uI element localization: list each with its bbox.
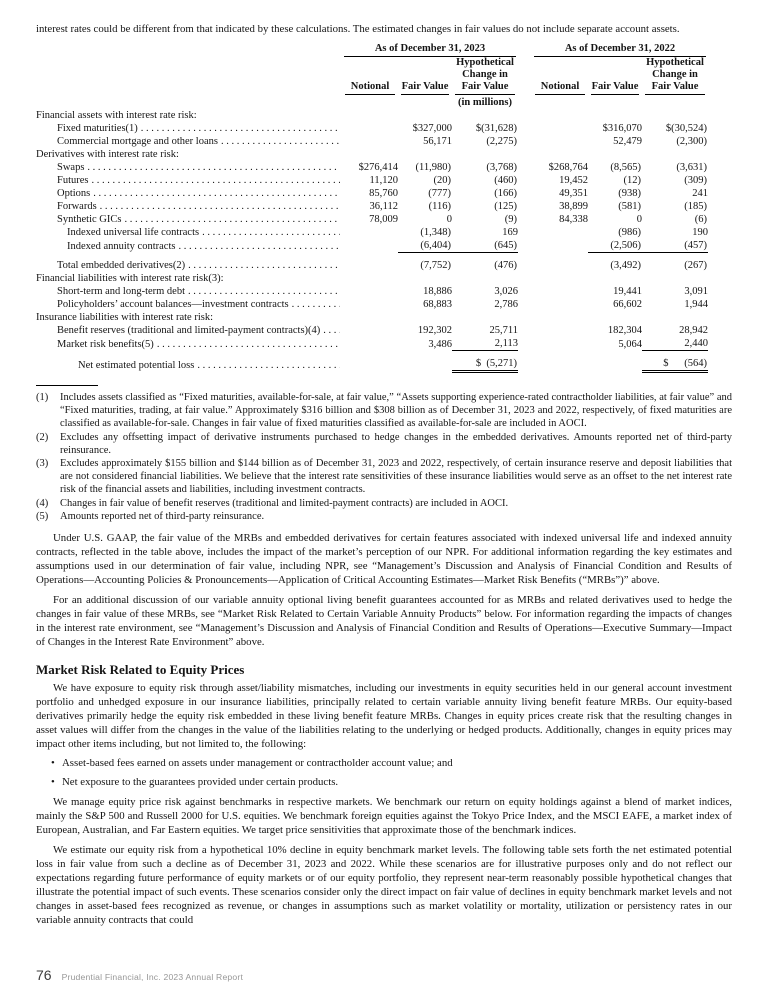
cell: (116) <box>428 201 451 212</box>
footnote-number: (2) <box>36 431 49 443</box>
row-label: Financial assets with interest rate risk: <box>36 110 197 121</box>
cell: 18,886 <box>423 286 452 297</box>
footnote-text: Includes assets classified as “Fixed maturities, available-for-sale, at fair value,” “Assets supporting experience-rated contractholder liabilities, at fair value” and “Fixed maturities, trading, at fair value.” Approximately $316 billion and $308 billion as of December 31, 2023 and 2022, respectively, of fixed maturities are classified as available-for-sale. Changes in fair value of fixed maturities classified as available-for-sale are included in AOCI. <box>60 392 732 430</box>
cell: 2,113 <box>452 337 518 351</box>
footnote-text: Excludes approximately $155 billion and $144 billion as of December 31, 2023 and 2022, respectively, of certain insurance reserve and deposit liabilities that are not considered financial liabilities. We believe that the interest rate sensitivities of these insurance liabilities would serve as an offset to the net interest rate risk of the financial assets and liabilities, including investment contracts. <box>60 458 732 496</box>
cell: (6) <box>694 214 707 225</box>
cell: 192,302 <box>417 325 452 336</box>
bullet-item: • Asset-based fees earned on assets under management or contractholder account value; and <box>62 756 732 770</box>
cell: 19,441 <box>613 286 642 297</box>
cell: 169 <box>502 227 518 238</box>
table-row <box>36 135 708 148</box>
body-paragraph: For an additional discussion of our variable annuity optional living benefit guarantees accounted for as MRBs and related derivatives used to hedge the changes in fair value of these MRBs, see “Market Risk Related to Certain Variable Annuity Products” below. For information regarding the impacts of changes in the interest rate environment, see “Management’s Discussion and Analysis of Financial Condition and Results of Operations—Executive Summary—Impact of Changes in the Interest Rate Environment” above. <box>36 594 732 649</box>
col-header-fair-value: Fair Value <box>588 57 642 95</box>
footnote-number: (4) <box>36 497 49 509</box>
page-footer <box>36 967 243 983</box>
body-paragraph: We estimate our equity risk from a hypothetical 10% decline in equity benchmark market levels. The following table sets forth the net estimated potential loss in fair value from such a decline as of December 31, 2023 and 2022. While these scenarios are for illustrative purposes only and do not reflect our expectations regarding future performance of equity markets or of our equity portfolio, they represent near-term reasonably possible hypothetical changes that illustrate the potential impact of such events. These scenarios consider only the direct impact on fair value of declines in equity benchmark market levels and not changes in asset-based fees recognized as revenue, or changes in assumptions such as market volatility or mortality, utilization or persistency rates in our variable annuity contracts that could <box>36 844 732 927</box>
footnote-text: Amounts reported net of third-party reinsurance. <box>60 510 265 522</box>
row-label: Benefit reserves (traditional and limited-payment contracts)(4) . . <box>36 324 342 337</box>
interest-rate-sensitivity-table <box>36 43 708 373</box>
cell: $276,414 <box>358 162 398 173</box>
cell: 0 <box>446 214 452 225</box>
cell <box>532 253 588 273</box>
spacer <box>518 226 532 239</box>
group-header-2022: As of December 31, 2022 <box>532 43 708 57</box>
dot-leader <box>92 174 341 187</box>
cell <box>342 239 398 253</box>
footnote <box>36 457 732 497</box>
cell: (3,768) <box>486 162 517 173</box>
cell: 19,452 <box>559 175 588 186</box>
cell: (309) <box>684 175 707 186</box>
dot-leader <box>188 285 340 298</box>
cell: (3,492) <box>610 260 641 271</box>
cell: 3,026 <box>494 286 518 297</box>
table-row <box>36 148 708 161</box>
spacer <box>518 135 532 148</box>
footnote-number: (5) <box>36 510 49 522</box>
dot-leader <box>197 359 340 372</box>
dot-leader <box>157 338 340 351</box>
cell <box>532 285 588 298</box>
table-row <box>36 161 708 174</box>
intro-paragraph: interest rates could be different from that indicated by these calculations. The estimated changes in fair values do not include separate account assets. <box>36 23 680 35</box>
spacer <box>518 351 532 372</box>
cell: $(30,524) <box>665 123 707 134</box>
cell: (938) <box>618 188 641 199</box>
spacer <box>518 57 532 95</box>
row-label: Derivatives with interest rate risk: <box>36 149 179 160</box>
dot-leader <box>178 240 340 253</box>
cell: 25,711 <box>489 325 518 336</box>
cell: (11,980) <box>415 162 451 173</box>
table-row <box>36 272 708 285</box>
cell: (2,275) <box>486 136 517 147</box>
dot-leader <box>141 122 340 135</box>
cell: 1,944 <box>684 299 708 310</box>
cell: 11,120 <box>369 175 398 186</box>
cell: $ (5,271) <box>452 351 518 372</box>
row-label: Swaps . . <box>36 161 342 174</box>
table-row <box>36 285 708 298</box>
row-label: Total embedded derivatives(2) . . <box>36 253 342 273</box>
footnote-number: (1) <box>36 392 49 403</box>
row-label: Fixed maturities(1) . . <box>36 122 342 135</box>
cell <box>532 226 588 239</box>
cell <box>342 298 398 311</box>
dot-leader <box>292 298 340 311</box>
cell: $268,764 <box>548 162 588 173</box>
body-paragraph: Under U.S. GAAP, the fair value of the MRBs and embedded derivatives for certain features associated with indexed universal life and indexed annuity contracts, reflected in the table above, includes the impact of the market’s perception of our NPR. For additional information regarding the key estimates and assumptions used in our determination of fair value, including NPR, see “Management’s Discussion and Analysis of Financial Condition and Results of Operations—Accounting Policies & Pronouncements—Application of Critical Accounting Estimates—Market Risk Benefits (“MRBs”)” above. <box>36 532 732 587</box>
cell <box>532 298 588 311</box>
spacer <box>518 253 532 273</box>
page-number: 76 <box>36 967 52 983</box>
cell: 28,942 <box>679 325 708 336</box>
body-paragraph: We have exposure to equity risk through asset/liability mismatches, including our investments in equity securities held in our general account investment portfolio and unhedged exposure in our insurance liabilities, principally related to certain variable annuity living benefit feature MRBs. Our equity-based derivatives primarily hedge the equity risk embedded in these living benefit feature MRBs. Changes in equity prices create risk that the resulting changes in asset values will differ from the changes in the value of the liabilities relating to the underlying or hedged products. Additionally, changes in equity prices may impact other items including, but not limited to, the following: <box>36 682 732 751</box>
cell <box>588 351 642 372</box>
cell <box>342 285 398 298</box>
spacer <box>518 43 532 57</box>
table-row <box>36 324 708 337</box>
cell <box>532 239 588 253</box>
footnote-number: (3) <box>36 458 49 470</box>
report-title: Prudential Financial, Inc. 2023 Annual Report <box>61 972 244 982</box>
row-label: Short-term and long-term debt . . <box>36 285 342 298</box>
footnote <box>36 510 732 523</box>
cell: 85,760 <box>369 188 398 199</box>
footnote <box>36 431 732 457</box>
cell <box>398 351 452 372</box>
cell: (7,752) <box>420 260 451 271</box>
table-row <box>36 200 708 213</box>
table-row <box>36 122 708 135</box>
dot-leader <box>221 135 340 148</box>
spacer <box>518 239 532 253</box>
section-heading: Market Risk Related to Equity Prices <box>36 662 245 678</box>
cell: 49,351 <box>559 188 588 199</box>
body-paragraph: We manage equity price risk against benchmarks in respective markets. We benchmark our return on equity holdings against a blend of market indices, mainly the S&P 500 and Russell 2000 for U.S. equities. We benchmark foreign equities against the Tokyo Price Index, and the MSCI EAFE, a market index of European, Australian, and Far Eastern equities. We target price sensitivities that approximate those of the benchmark indices. <box>36 796 732 837</box>
cell: 5,064 <box>618 338 642 350</box>
cell: (185) <box>684 201 707 212</box>
cell: (12) <box>623 175 641 186</box>
table-row <box>36 253 708 273</box>
cell: 84,338 <box>559 214 588 225</box>
cell: $316,070 <box>602 123 642 134</box>
cell: 2,440 <box>642 337 708 351</box>
cell: 3,091 <box>684 286 708 297</box>
table-row <box>36 351 708 372</box>
table-row <box>36 226 708 239</box>
table-row <box>36 187 708 200</box>
dot-leader <box>188 259 340 272</box>
cell: (457) <box>642 239 708 253</box>
cell: (645) <box>452 239 518 253</box>
cell: (2,506) <box>588 239 642 253</box>
row-label: Policyholders’ account balances—investment contracts . . <box>36 298 342 311</box>
bullet-item: • Net exposure to the guarantees provided under certain products. <box>62 775 732 789</box>
cell <box>532 135 588 148</box>
table-row <box>36 239 708 253</box>
bullet-list <box>36 756 732 789</box>
cell <box>532 122 588 135</box>
row-label: Indexed universal life contracts . . <box>36 226 342 239</box>
cell: (125) <box>494 201 517 212</box>
cell: (166) <box>494 188 517 199</box>
cell: 52,479 <box>613 136 642 147</box>
cell: $(31,628) <box>475 123 517 134</box>
row-label: Insurance liabilities with interest rate risk: <box>36 312 213 323</box>
cell: 56,171 <box>423 136 452 147</box>
footnote-text: Excludes any offsetting impact of derivative instruments purchased to hedge changes in the embedded derivatives. Amounts reported net of third-party reinsurance. <box>60 431 732 456</box>
spacer <box>518 200 532 213</box>
cell <box>342 226 398 239</box>
dot-leader <box>93 187 340 200</box>
table-units-row <box>36 95 708 109</box>
cell: (460) <box>494 175 517 186</box>
spacer <box>518 174 532 187</box>
spacer <box>518 285 532 298</box>
row-label: Forwards . . <box>36 200 342 213</box>
table-row <box>36 337 708 351</box>
col-header-fair-value: Fair Value <box>398 57 452 95</box>
units-note: (in millions) <box>458 97 512 108</box>
footnote-text: Changes in fair value of benefit reserves (traditional and limited-payment contracts) are included in AOCI. <box>60 497 509 509</box>
dot-leader <box>323 324 340 337</box>
cell: 38,899 <box>559 201 588 212</box>
cell <box>532 324 588 337</box>
cell <box>532 337 588 351</box>
cell: (9) <box>504 214 517 225</box>
table-row <box>36 298 708 311</box>
row-label: Indexed annuity contracts . . <box>36 239 342 253</box>
cell <box>532 351 588 372</box>
table-row <box>36 174 708 187</box>
cell: $327,000 <box>412 123 452 134</box>
cell: 2,786 <box>494 299 518 310</box>
row-label: Synthetic GICs . . <box>36 213 342 226</box>
cell: 68,883 <box>423 299 452 310</box>
cell: (2,300) <box>676 136 707 147</box>
table-row <box>36 213 708 226</box>
cell <box>342 351 398 372</box>
spacer <box>518 298 532 311</box>
row-label: Futures . . <box>36 174 342 187</box>
cell: (581) <box>618 201 641 212</box>
row-label: Financial liabilities with interest rate risk(3): <box>36 273 224 284</box>
cell: (267) <box>684 260 707 271</box>
row-label: Commercial mortgage and other loans . . <box>36 135 342 148</box>
cell: (6,404) <box>398 239 452 253</box>
cell <box>342 337 398 351</box>
cell: 66,602 <box>613 299 642 310</box>
table-row <box>36 311 708 324</box>
cell: 241 <box>692 188 708 199</box>
cell: 78,009 <box>369 214 398 225</box>
row-label: Net estimated potential loss . . <box>36 351 342 372</box>
cell: 182,304 <box>607 325 642 336</box>
spacer <box>518 213 532 226</box>
cell: (986) <box>618 227 641 238</box>
cell <box>342 122 398 135</box>
spacer <box>518 324 532 337</box>
col-header-hypothetical-change: Hypothetical Change in Fair Value <box>452 57 518 95</box>
spacer <box>518 122 532 135</box>
footnote <box>36 497 732 510</box>
spacer <box>518 187 532 200</box>
cell: (8,565) <box>610 162 641 173</box>
cell: 190 <box>692 227 708 238</box>
col-header-hypothetical-change: Hypothetical Change in Fair Value <box>642 57 708 95</box>
cell: (3,631) <box>676 162 707 173</box>
spacer <box>518 161 532 174</box>
row-label: Market risk benefits(5) . . <box>36 337 342 351</box>
cell <box>342 324 398 337</box>
table-row <box>36 109 708 122</box>
dot-leader <box>87 161 340 174</box>
table-group-header-row <box>36 43 708 57</box>
table-column-header-row <box>36 57 708 95</box>
dot-leader <box>100 200 340 213</box>
dot-leader <box>124 213 340 226</box>
dot-leader <box>202 226 340 239</box>
cell: 0 <box>636 214 642 225</box>
cell: $ (564) <box>642 351 708 372</box>
group-header-2023: As of December 31, 2023 <box>342 43 518 57</box>
cell: (476) <box>494 260 517 271</box>
cell: (1,348) <box>420 227 451 238</box>
footnote <box>36 391 732 431</box>
col-header-notional: Notional <box>532 57 588 95</box>
cell: (777) <box>428 188 451 199</box>
cell: (20) <box>433 175 451 186</box>
cell <box>342 253 398 273</box>
footnote-divider <box>36 385 98 386</box>
cell: 3,486 <box>428 338 452 350</box>
cell: 36,112 <box>369 201 398 212</box>
cell <box>342 135 398 148</box>
col-header-notional: Notional <box>342 57 398 95</box>
spacer <box>518 337 532 351</box>
row-label: Options . . <box>36 187 342 200</box>
